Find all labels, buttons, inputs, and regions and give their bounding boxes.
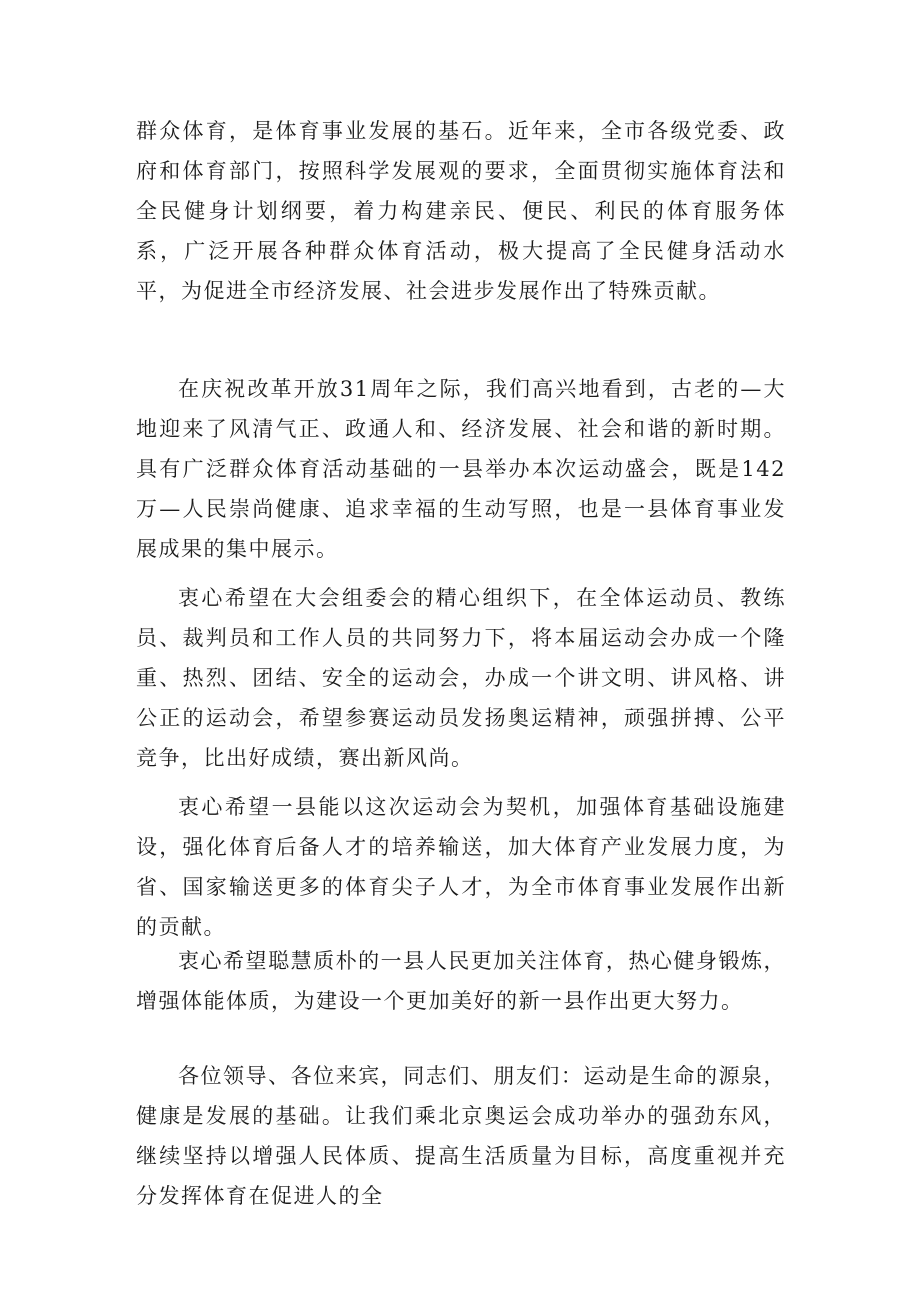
paragraph-4: 衷心希望一县能以这次运动会为契机，加强体育基础设施建设，强化体育后备人才的培养输送，加大体育产业发展力度，为省、国家输送更多的体育尖子人才，为全市体育事业发展作出新的贡献。 [136, 795, 786, 939]
paragraph-3: 衷心希望在大会组委会的精心组织下，在全体运动员、教练员、裁判员和工作人员的共同努力下，将本届运动会办成一个隆重、热烈、团结、安全的运动会，办成一个讲文明、讲风格、讲公正的运动会，希望参赛运动员发扬奥运精神，顽强拼搏、公平竞争，比出好成绩，赛出新风尚。 [136, 586, 786, 770]
paragraph-1: 群众体育，是体育事业发展的基石。近年来，全市各级党委、政府和体育部门，按照科学发展观的要求，全面贯彻实施体育法和全民健身计划纲要，着力构建亲民、便民、利民的体育服务体系，广泛开展各种群众体育活动，极大提高了全民健身活动水平，为促进全市经济发展、社会进步发展作出了特殊贡献。 [136, 119, 786, 303]
paragraph-2: 在庆祝改革开放31周年之际，我们高兴地看到，古老的—大地迎来了风清气正、政通人和、经济发展、社会和谐的新时期。具有广泛群众体育活动基础的一县举办本次运动盛会，既是142万—人民崇尚健康、追求幸福的生动写照，也是一县体育事业发展成果的集中展示。 [136, 377, 786, 561]
paragraph-5: 衷心希望聪慧质朴的一县人民更加关注体育，热心健身锻炼，增强体能体质，为建设一个更加美好的新一县作出更大努力。 [136, 949, 786, 1013]
paragraph-6: 各位领导、各位来宾，同志们、朋友们：运动是生命的源泉，健康是发展的基础。让我们乘北京奥运会成功举办的强劲东风，继续坚持以增强人民体质、提高生活质量为目标，高度重视并充分发挥体育在促进人的全 [136, 1064, 786, 1208]
